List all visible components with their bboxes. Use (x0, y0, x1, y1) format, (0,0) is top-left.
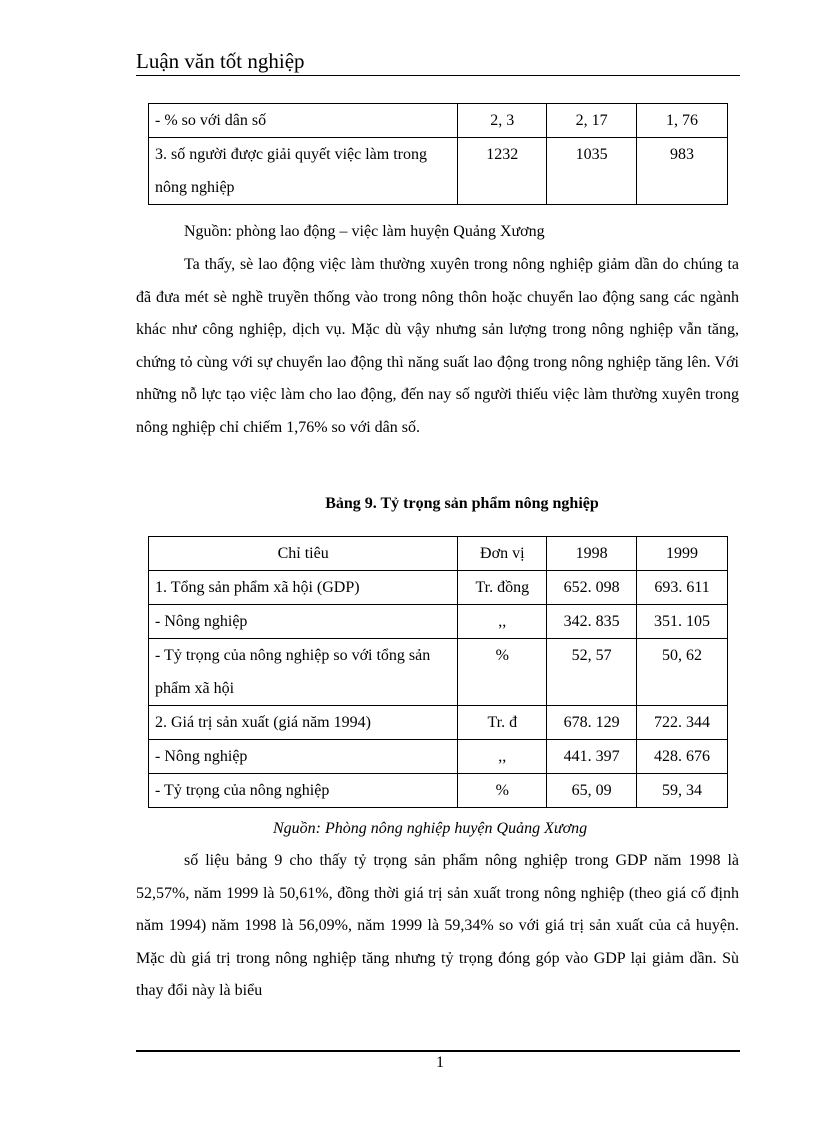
table-cell: 1232 (458, 138, 547, 205)
table-row (149, 774, 728, 808)
table-header-row (149, 537, 728, 571)
table-cell: Tr. đồng (458, 571, 547, 605)
table-cell: % (458, 774, 547, 808)
table-cell: 1, 76 (637, 104, 728, 138)
table-cell: 1. Tổng sản phẩm xã hội (GDP) (149, 571, 458, 605)
table-row (149, 104, 728, 138)
table-cell: 428. 676 (637, 740, 728, 774)
table-cell: 3. số người được giải quyết việc làm trong nông nghiệp (149, 138, 458, 205)
agri-share-table (148, 536, 728, 808)
table-cell: - % so với dân số (149, 104, 458, 138)
table-cell: 351. 105 (637, 605, 728, 639)
table-cell: % (458, 639, 547, 706)
table-cell: 52, 57 (547, 639, 637, 706)
table-caption: Bảng 9. Tỷ trọng sản phẩm nông nghiệp (325, 495, 599, 512)
table-cell: 722. 344 (637, 706, 728, 740)
table-row (149, 605, 728, 639)
table-row (149, 639, 728, 706)
table-cell: 441. 397 (547, 740, 637, 774)
table-cell: 2. Giá trị sản xuất (giá năm 1994) (149, 706, 458, 740)
labor-table-continued (148, 103, 728, 205)
table-cell: 652. 098 (547, 571, 637, 605)
table-row (149, 138, 728, 205)
table-cell: Tr. đ (458, 706, 547, 740)
table-cell: 983 (637, 138, 728, 205)
table-cell: - Nông nghiệp (149, 740, 458, 774)
table-row (149, 571, 728, 605)
table-cell: 693. 611 (637, 571, 728, 605)
table-cell: 342. 835 (547, 605, 637, 639)
table-cell: - Nông nghiệp (149, 605, 458, 639)
source-note: Nguồn: Phòng nông nghiệp huyện Quảng Xương (273, 820, 588, 837)
column-header: 1998 (547, 537, 637, 571)
table-cell: 1035 (547, 138, 637, 205)
body-paragraph: Ta thấy, sè lao động việc làm thường xuyên trong nông nghiệp giảm dần do chúng ta đã đưa mét sè nghề truyền thống vào trong nông thôn hoặc chuyển lao động sang các ngành khác như công nghiệp, dịch vụ. Mặc dù vậy nhưng sản lượng trong nông nghiệp vẫn tăng, chứng tỏ cùng với sự chuyển lao động thì năng suất lao động trong nông nghiệp tăng lên. Với những nỗ lực tạo việc làm cho lao động, đến nay số người thiếu việc làm thường xuyên trong nông nghiệp chỉ chiếm 1,76% so với dân số. (136, 256, 739, 436)
column-header: 1999 (637, 537, 728, 571)
table-cell: 50, 62 (637, 639, 728, 706)
table-cell: ,, (458, 740, 547, 774)
table-row (149, 706, 728, 740)
table-cell: 65, 09 (547, 774, 637, 808)
table-cell: 59, 34 (637, 774, 728, 808)
page-number: 1 (436, 1054, 444, 1071)
table-row (149, 740, 728, 774)
table-cell: 678. 129 (547, 706, 637, 740)
source-note: Nguồn: phòng lao động – việc làm huyện Quảng Xương (184, 223, 545, 240)
table-cell: - Tỷ trọng của nông nghiệp so với tổng sản phẩm xã hội (149, 639, 458, 706)
header-title: Luận văn tốt nghiệp (136, 49, 305, 73)
column-header: Chỉ tiêu (149, 537, 458, 571)
body-paragraph: số liệu bảng 9 cho thấy tỷ trọng sản phẩm nông nghiệp trong GDP năm 1998 là 52,57%, năm 1999 là 50,61%, đồng thời giá trị sản xuất trong nông nghiệp (theo giá cố định năm 1994) năm 1998 là 56,09%, năm 1999 là 59,34% so với giá trị sản xuất của cả huyện. Mặc dù giá trị trong nông nghiệp tăng nhưng tỷ trọng đóng góp vào GDP lại giảm dần. Sù thay đổi này là biểu (136, 852, 739, 1000)
table-cell: ,, (458, 605, 547, 639)
table-cell: 2, 3 (458, 104, 547, 138)
table-cell: 2, 17 (547, 104, 637, 138)
table-cell: - Tỷ trọng của nông nghiệp (149, 774, 458, 808)
column-header: Đơn vị (458, 537, 547, 571)
header-divider (136, 75, 740, 76)
